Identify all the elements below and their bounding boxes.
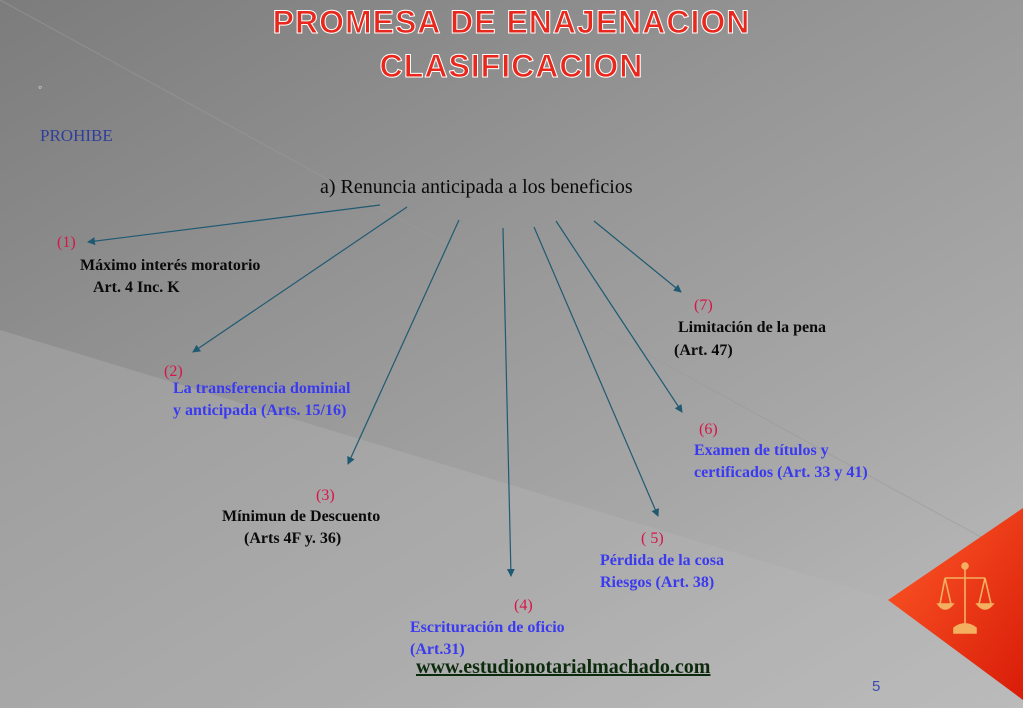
item-2-line1: La transferencia dominial [173, 380, 351, 397]
item-5-line2: Riesgos (Art. 38) [600, 574, 715, 591]
website-link[interactable]: www.estudionotarialmachado.com [416, 656, 711, 678]
item-3-line2: (Arts 4F y. 36) [244, 530, 342, 547]
title-line-1: PROMESA DE ENAJENACION [272, 4, 751, 40]
item-3-line1: Mínimun de Descuento [222, 508, 381, 525]
diagonal-band [0, 330, 1023, 708]
arrow-5 [534, 227, 658, 516]
item-6-number: (6) [699, 421, 718, 438]
item-4-number: (4) [514, 597, 533, 614]
item-7-line1: Limitación de la pena [678, 319, 827, 336]
item-2-line2: y anticipada (Arts. 15/16) [173, 402, 347, 419]
item-1-line2: Art. 4 Inc. K [93, 279, 180, 296]
item-5-line1: Pérdida de la cosa [600, 552, 724, 569]
prohibe-label: PROHIBE [40, 126, 113, 145]
item-1-number: (1) [57, 234, 76, 251]
item-7-number: (7) [694, 297, 713, 314]
title-line-2: CLASIFICACION [379, 48, 644, 84]
arrow-7 [594, 221, 681, 292]
arrow-2 [193, 207, 407, 352]
page-number: 5 [872, 678, 881, 695]
item-4-line1: Escrituración de oficio [410, 619, 565, 636]
item-5-number: ( 5) [641, 530, 664, 547]
arrow-3 [348, 220, 459, 464]
arrow-1 [88, 205, 380, 242]
item-1-line1: Máximo interés moratorio [80, 257, 261, 274]
item-3-number: (3) [316, 487, 335, 504]
bullet-icon: ◦ [38, 80, 43, 94]
diagram-heading: a) Renuncia anticipada a los beneficios [320, 176, 633, 198]
item-4-line2: (Art.31) [410, 641, 465, 658]
item-2-number: (2) [164, 363, 183, 380]
item-6-line1: Examen de títulos y [694, 442, 829, 459]
arrow-6 [556, 221, 682, 412]
item-7-line2: (Art. 47) [674, 342, 733, 359]
item-6-line2: certificados (Art. 33 y 41) [694, 464, 868, 481]
